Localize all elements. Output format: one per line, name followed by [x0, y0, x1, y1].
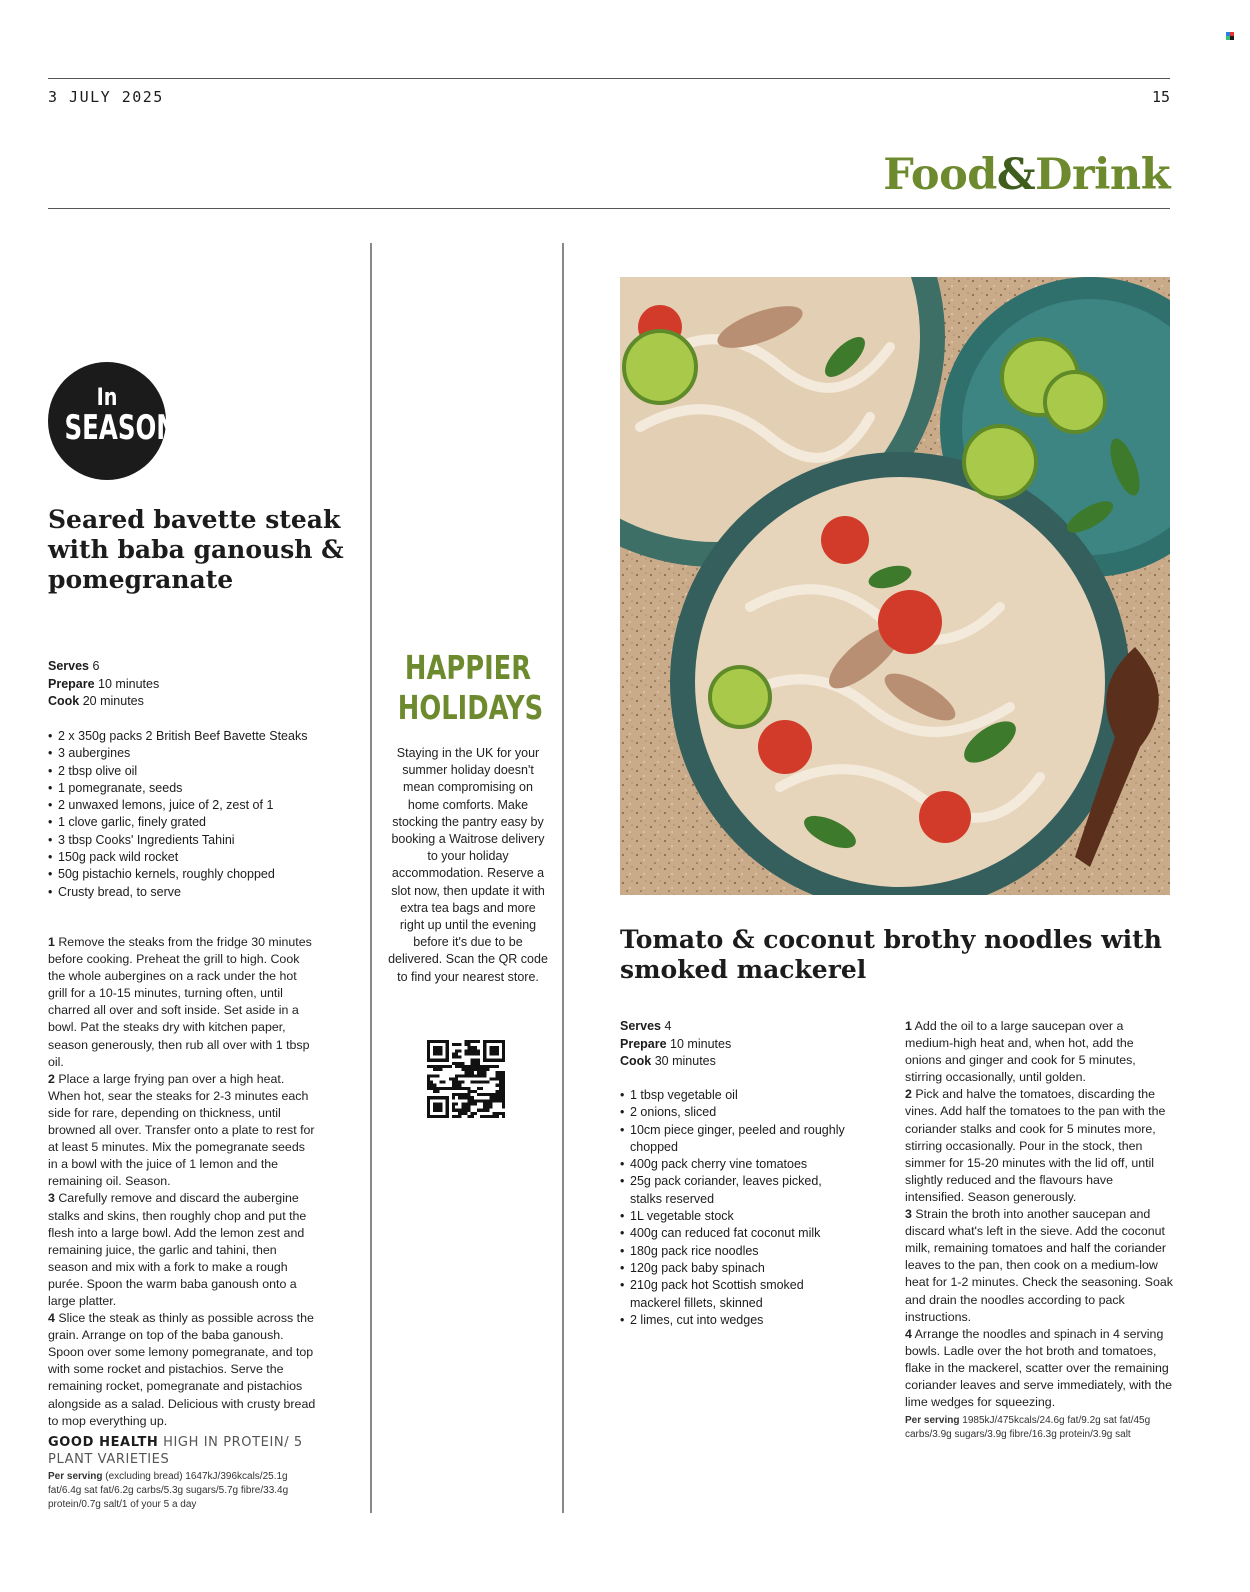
recipe-1-meta	[48, 658, 159, 711]
ingredient-item: • 3 tbsp Cooks' Ingredients Tahini	[48, 832, 328, 849]
badge-line-1: In	[96, 383, 118, 411]
per-serving-text: 1985kJ/475kcals/24.6g fat/9.2g sat fat/45g carbs/3.9g sugars/3.9g fibre/16.3g protein/3.9g salt	[905, 1415, 1151, 1440]
ingredient-item: • 25g pack coriander, leaves picked, stalks reserved	[620, 1173, 850, 1208]
step-number: 1	[48, 935, 55, 949]
step-text: Remove the steaks from the fridge 30 minutes before cooking. Preheat the grill to high. Cook the whole aubergines on a rack under the hot grill for a 10-15 minutes, turning often, until charred all over and soft inside. Set aside in a bowl. Pat the steaks dry with kitchen paper, season generously, then rub all over with 1 tbsp oil.	[48, 935, 312, 1069]
ingredient-item: • 400g pack cherry vine tomatoes	[620, 1156, 850, 1173]
step-number: 3	[48, 1191, 55, 1206]
step-text: Carefully remove and discard the aubergine stalks and skins, then roughly chop and put the flesh into a large bowl. Add the lemon zest and remaining juice, the garlic and tahini, then season and mix with a fork to make a rough purée. Spoon the warm baba ganoush onto a large platter.	[48, 1191, 307, 1308]
serves-label: Serves	[48, 659, 90, 673]
cook-value: 30 minutes	[654, 1054, 716, 1068]
ingredient-item: • 2 onions, sliced	[620, 1104, 850, 1121]
header-bottom-rule	[48, 208, 1170, 209]
step-text: Add the oil to a large saucepan over a medium-high heat and, when hot, add the onions and ginger and cook for 5 minutes, stirring occasionally, until golden.	[905, 1019, 1136, 1085]
prepare-label: Prepare	[620, 1036, 667, 1051]
prepare-value: 10 minutes	[670, 1036, 732, 1051]
method-step	[48, 1071, 316, 1191]
issue-date: 3 JULY 2025	[48, 88, 164, 106]
serves-value: 4	[664, 1019, 672, 1033]
in-season-badge	[48, 362, 177, 480]
ingredient-item: • 1 clove garlic, finely grated	[48, 814, 328, 831]
serves-value: 6	[92, 659, 100, 673]
ingredient-item: • 50g pistachio kernels, roughly chopped	[48, 866, 328, 883]
recipe-1-ingredients	[48, 728, 328, 901]
ingredient-item: • 10cm piece ginger, peeled and roughly chopped	[620, 1122, 850, 1157]
per-serving-label: Per serving	[905, 1415, 960, 1426]
top-rule	[48, 78, 1170, 79]
noodle-bowls-photo	[620, 277, 1170, 895]
ingredient-item: • 3 aubergines	[48, 745, 328, 762]
cook-value: 20 minutes	[82, 694, 144, 708]
ingredient-item: • 2 unwaxed lemons, juice of 2, zest of 1	[48, 797, 328, 814]
promo-text: Staying in the UK for your summer holiday doesn't mean compromising on home comforts. Make stocking the pantry easy by booking a Waitrose delivery to your holiday accommodation. Reserve a slot now, then update it with extra tea bags and more right up until the evening before it's due to be delivered. Scan the QR code to find your nearest store.	[388, 746, 548, 984]
step-text: Place a large frying pan over a high heat. When hot, sear the steaks for 2-3 minutes each side for rare, depending on thickness, until browned all over. Transfer onto a plate to rest for at least 5 minutes. Mix the pomegranate seeds in a bowl with the juice of 1 lemon and the remaining oil. Season.	[48, 1071, 315, 1189]
method-step	[48, 1310, 316, 1430]
cook-label: Cook	[620, 1054, 652, 1068]
recipe-2-ingredients	[620, 1087, 850, 1329]
ingredient-item: • 1 pomegranate, seeds	[48, 780, 328, 797]
ingredient-item: • 2 tbsp olive oil	[48, 763, 328, 780]
method-step	[48, 1190, 316, 1310]
step-number: 2	[48, 1071, 55, 1086]
recipe-1-nutrition	[48, 1470, 298, 1512]
ingredient-item: • 120g pack baby spinach	[620, 1260, 850, 1277]
section-title-drink: Drink	[1035, 150, 1170, 200]
prepare-value: 10 minutes	[98, 676, 160, 691]
good-health-text: HIGH IN PROTEIN/ 5 PLANT VARIETIES	[48, 1435, 303, 1467]
noodle-bowls-illustration	[620, 277, 1170, 895]
method-step	[905, 1206, 1173, 1326]
step-number: 2	[905, 1087, 912, 1102]
page-number: 15	[1151, 88, 1170, 106]
ingredient-item: • 1 tbsp vegetable oil	[620, 1087, 850, 1104]
recipe-1-title: Seared bavette steak with baba ganoush & pomegranate	[48, 505, 344, 594]
promo-title-line-2: HOLIDAYS	[397, 688, 544, 727]
good-health-label: GOOD HEALTH	[48, 1435, 159, 1450]
recipe-2-title: Tomato & coconut brothy noodles with smoked mackerel	[620, 925, 1162, 984]
recipe-1-method	[48, 934, 316, 1430]
column-divider-left	[370, 243, 372, 1513]
recipe-2-method	[905, 1018, 1173, 1411]
method-step	[905, 1086, 1173, 1206]
ingredient-item: • 2 x 350g packs 2 British Beef Bavette Steaks	[48, 728, 328, 745]
cook-label: Cook	[48, 694, 80, 708]
ingredient-item: • 2 limes, cut into wedges	[620, 1312, 850, 1329]
step-text: Slice the steak as thinly as possible across the grain. Arrange on top of the baba ganoush. Spoon over some lemony pomegranate, and top with some rocket and pistachios. Serve the remaining rocket, pomegranate and pistachios alongside as a salad. Delicious with crusty bread to mop everything up.	[48, 1311, 316, 1428]
step-number: 3	[905, 1207, 912, 1222]
recipe-2-nutrition	[905, 1414, 1175, 1442]
qr-code-icon[interactable]	[427, 1040, 505, 1118]
section-title-ampersand: &	[996, 150, 1036, 200]
promo-title-line-1: HAPPIER	[404, 648, 532, 687]
section-title-food: Food	[883, 150, 997, 200]
serves-label: Serves	[620, 1019, 662, 1033]
method-step	[905, 1326, 1173, 1411]
column-divider-right	[562, 243, 564, 1513]
prepare-label: Prepare	[48, 676, 95, 691]
recipe-2-meta	[620, 1018, 731, 1071]
step-text: Strain the broth into another saucepan and discard what's left in the sieve. Add the coconut milk, remaining tomatoes and half the coriander leaves to the pan, then cook on a medium-low heat for 1-2 minutes. Check the seasoning. Soak and drain the noodles according to pack instructions.	[905, 1207, 1173, 1324]
per-serving-text: (excluding bread) 1647kJ/396kcals/25.1g fat/6.4g sat fat/6.2g carbs/5.3g sugars/5.7g fibre/33.4g protein/0.7g salt/1 of your 5 a day	[48, 1471, 289, 1510]
step-number: 4	[48, 1311, 55, 1326]
method-step	[905, 1018, 1173, 1086]
step-number: 1	[905, 1019, 912, 1033]
section-title	[883, 150, 1170, 200]
step-text: Arrange the noodles and spinach in 4 serving bowls. Ladle over the hot broth and tomatoes, flake in the mackerel, scatter over the remaining coriander leaves and serve immediately, with the lime wedges for squeezing.	[905, 1326, 1172, 1410]
method-step	[48, 934, 316, 1071]
step-text: Pick and halve the tomatoes, discarding the vines. Add half the tomatoes to the pan with the coriander stalks and cook for 5 minutes more, stirring occasionally. Pour in the stock, then simmer for 15-20 minutes with the lid off, until slightly reduced and the flavours have intensified. Season generously.	[905, 1087, 1166, 1204]
per-serving-label: Per serving	[48, 1471, 103, 1482]
ingredient-item: • 210g pack hot Scottish smoked mackerel fillets, skinned	[620, 1277, 850, 1312]
ingredient-item: • 400g can reduced fat coconut milk	[620, 1225, 850, 1242]
ingredient-item: • Crusty bread, to serve	[48, 884, 328, 901]
step-number: 4	[905, 1326, 912, 1341]
promo-title	[397, 648, 544, 728]
colour-registration-icon	[1226, 32, 1234, 40]
ingredient-item: • 180g pack rice noodles	[620, 1243, 850, 1260]
ingredient-item: • 1L vegetable stock	[620, 1208, 850, 1225]
badge-line-2: SEASON	[64, 408, 177, 448]
good-health-note	[48, 1434, 318, 1468]
ingredient-item: • 150g pack wild rocket	[48, 849, 328, 866]
